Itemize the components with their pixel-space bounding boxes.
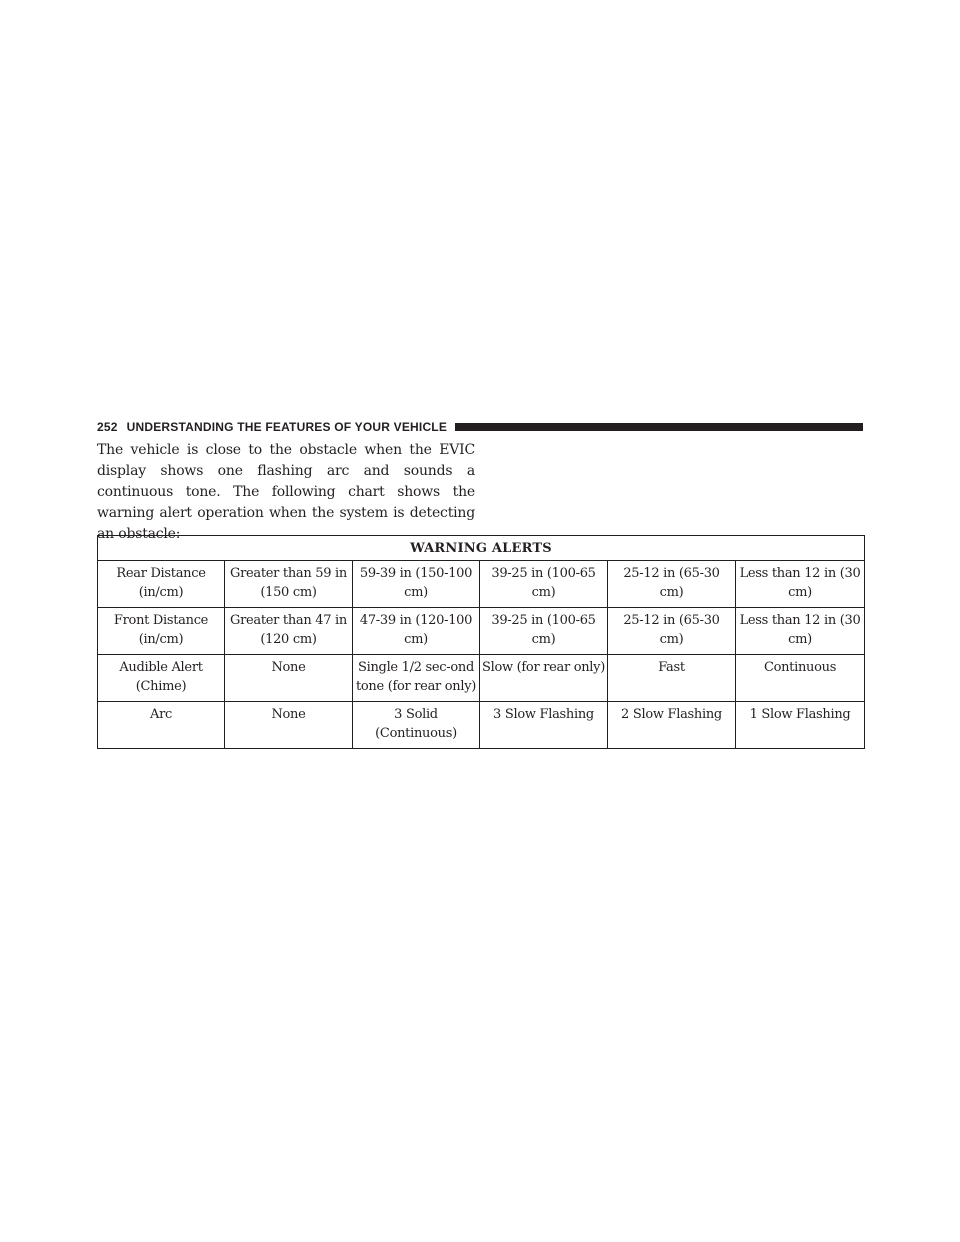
table-cell: Greater than 59 in (150 cm) [225, 561, 353, 608]
table-cell: Continuous [736, 655, 865, 702]
table-cell: 39-25 in (100-65 cm) [480, 608, 608, 655]
warning-alerts-table [97, 535, 865, 749]
table-cell: 3 Slow Flashing [480, 702, 608, 749]
table-row [98, 702, 865, 749]
table-cell: Fast [608, 655, 736, 702]
table-title-row [98, 536, 865, 561]
page-number: 252 [97, 420, 118, 434]
table-cell: 3 Solid (Continuous) [353, 702, 480, 749]
table-cell: None [225, 702, 353, 749]
row-label-arc: Arc [98, 702, 225, 749]
section-title: UNDERSTANDING THE FEATURES OF YOUR VEHICLE [126, 420, 448, 434]
row-label-rear-distance: Rear Distance (in/cm) [98, 561, 225, 608]
table-cell: 25-12 in (65-30 cm) [608, 608, 736, 655]
table-cell: Single 1/2 sec-ond tone (for rear only) [353, 655, 480, 702]
table-cell: 2 Slow Flashing [608, 702, 736, 749]
table-cell: Greater than 47 in (120 cm) [225, 608, 353, 655]
table-cell: 25-12 in (65-30 cm) [608, 561, 736, 608]
table-cell: Less than 12 in (30 cm) [736, 561, 865, 608]
table-cell: 39-25 in (100-65 cm) [480, 561, 608, 608]
header-rule [455, 423, 863, 431]
row-label-audible-alert: Audible Alert (Chime) [98, 655, 225, 702]
table-cell: 1 Slow Flashing [736, 702, 865, 749]
table-cell: 47-39 in (120-100 cm) [353, 608, 480, 655]
table-row [98, 655, 865, 702]
table-cell: Less than 12 in (30 cm) [736, 608, 865, 655]
table-cell: Slow (for rear only) [480, 655, 608, 702]
table-cell: None [225, 655, 353, 702]
intro-paragraph: The vehicle is close to the obstacle when the EVIC display shows one flashing arc and sounds a continuous tone. The following chart shows the warning alert operation when the system is detecting an obstacle: [97, 442, 475, 542]
table-cell: 59-39 in (150-100 cm) [353, 561, 480, 608]
page-header [97, 417, 863, 437]
table-title: WARNING ALERTS [98, 536, 865, 561]
table-row [98, 608, 865, 655]
table-row [98, 561, 865, 608]
row-label-front-distance: Front Distance (in/cm) [98, 608, 225, 655]
